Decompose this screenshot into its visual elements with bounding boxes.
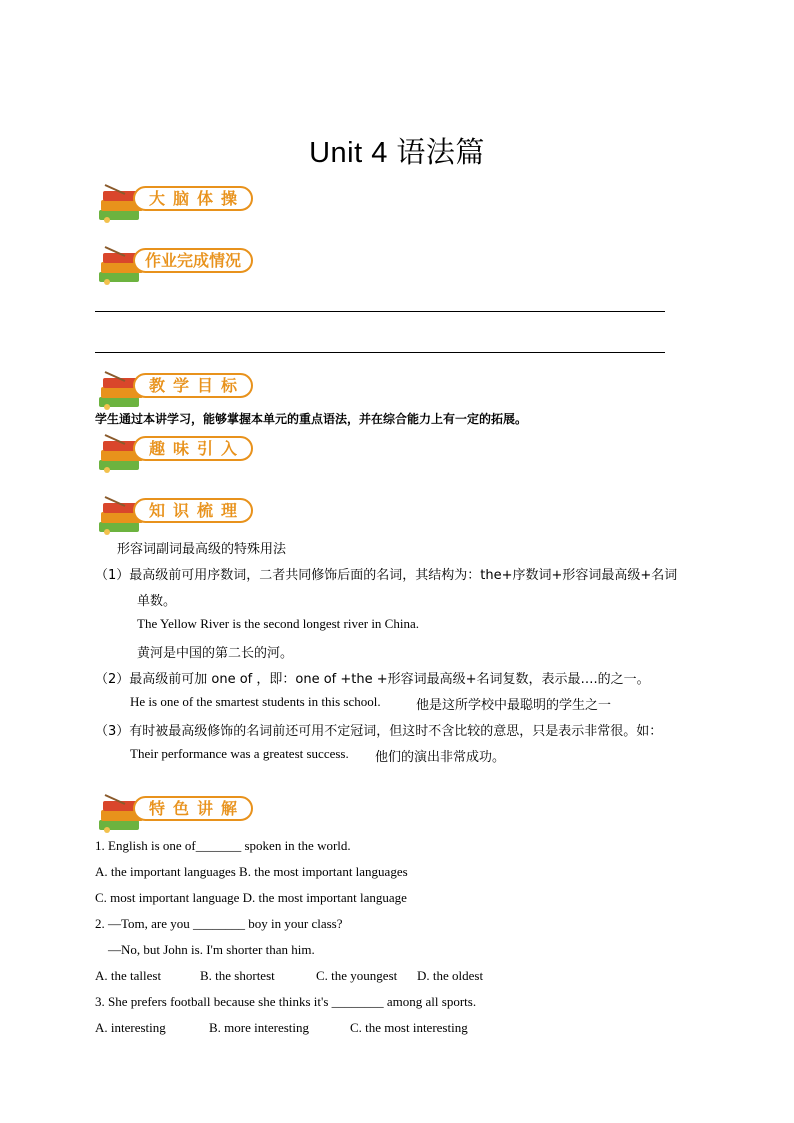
section-label: 趣味引入 (148, 439, 245, 458)
section-badge-homework (95, 244, 257, 288)
question-3-option-c: C. the most interesting (350, 1020, 468, 1035)
rule-3: （3）有时被最高级修饰的名词前还可用不定冠词，但这时不含比较的意思，只是表示非常很。如： (95, 724, 663, 739)
question-2-option-c: C. the youngest (316, 968, 398, 983)
section-badge-feature (95, 792, 257, 836)
goal-text: 学生通过本讲学习，能够掌握本单元的重点语法，并在综合能力上有一定的拓展。 (95, 412, 528, 426)
answer-line (95, 311, 665, 312)
question-1-options-cd: C. most important language D. the most important language (95, 890, 407, 905)
section-label: 大脑体操 (148, 189, 245, 208)
section-badge-goals (95, 369, 257, 413)
section-label: 教学目标 (148, 376, 245, 395)
rule-1-cont: 单数。 (137, 594, 177, 609)
rule-2-example-en: He is one of the smartest students in this school. (130, 694, 381, 709)
question-2-reply: —No, but John is. I'm shorter than him. (108, 942, 315, 957)
question-1-options-ab: A. the important languages B. the most important languages (95, 864, 408, 879)
section-badge-intro (95, 432, 257, 476)
page-title: Unit 4 语法篇 (309, 137, 485, 169)
question-2: 2. —Tom, are you ________ boy in your class? (95, 916, 343, 931)
rule-1-example-cn: 黄河是中国的第二长的河。 (137, 646, 294, 661)
section-label: 特色讲解 (148, 799, 245, 818)
answer-line (95, 352, 665, 353)
section-label: 知识梳理 (148, 501, 245, 520)
rule-2-example-cn: 他是这所学校中最聪明的学生之一 (416, 698, 612, 713)
question-2-option-a: A. the tallest (95, 968, 162, 983)
question-2-option-b: B. the shortest (200, 968, 275, 983)
question-3: 3. She prefers football because she thinks it's ________ among all sports. (95, 994, 477, 1009)
question-3-option-b: B. more interesting (209, 1020, 310, 1035)
question-1: 1. English is one of_______ spoken in the world. (95, 838, 351, 853)
rule-1: （1）最高级前可用序数词，二者共同修饰后面的名词，其结构为：the+序数词+形容词最高级+名词 (95, 568, 678, 583)
question-3-option-a: A. interesting (95, 1020, 166, 1035)
question-2-option-d: D. the oldest (417, 968, 484, 983)
section-badge-knowledge (95, 494, 257, 538)
section-badge-brain (95, 182, 257, 226)
rule-2: （2）最高级前可加 one of ，即：one of +the +形容词最高级+名词复数，表示最….的之一。 (95, 672, 650, 687)
rule-3-example-en: Their performance was a greatest success. (130, 746, 349, 761)
section-label: 作业完成情况 (144, 251, 241, 270)
rule-1-example-en: The Yellow River is the second longest river in China. (137, 616, 419, 631)
knowledge-heading: 形容词副词最高级的特殊用法 (117, 542, 287, 557)
rule-3-example-cn: 他们的演出非常成功。 (375, 750, 506, 765)
